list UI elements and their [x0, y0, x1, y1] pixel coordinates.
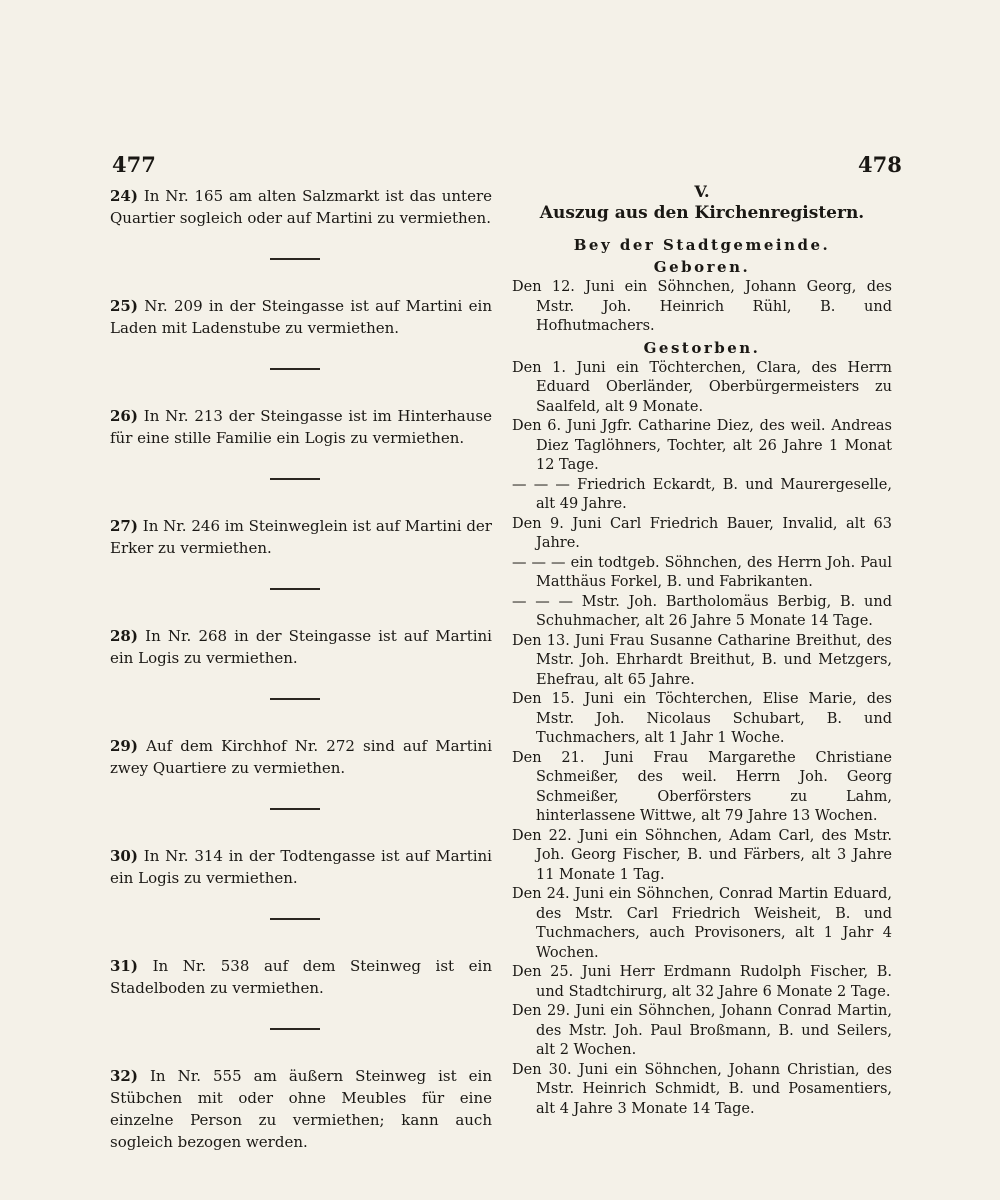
notice-separator [110, 999, 492, 1065]
notice-number: 32) [110, 1067, 138, 1085]
rental-notice [110, 295, 492, 339]
notice-separator [110, 339, 492, 405]
register-entry: Den 1. Juni ein Töchterchen, Clara, des Herrn Eduard Oberländer, Oberbürgermeisters zu Saalfeld, alt 9 Monate. [512, 359, 892, 415]
section-number: V. [694, 182, 710, 201]
notice-text: In Nr. 165 am alten Salzmarkt ist das untere Quartier sogleich oder auf Martini zu vermiethen. [110, 187, 492, 227]
notice-text: In Nr. 246 im Steinweglein ist auf Martini der Erker zu vermiethen. [110, 517, 492, 557]
notice-separator [110, 889, 492, 955]
notice-text: In Nr. 213 der Steingasse ist im Hinterhause für eine stille Familie ein Logis zu vermiethen. [110, 407, 492, 447]
page-number-right: 478 [858, 152, 902, 177]
church-register-column [512, 183, 892, 1119]
register-entry: Den 25. Juni Herr Erdmann Rudolph Fischer, B. und Stadtchirurg, alt 32 Jahre 6 Monate 2 Tage. [512, 964, 892, 1000]
section-title: Auszug aus den Kirchenregistern. [539, 203, 865, 223]
notice-number: 31) [110, 957, 138, 975]
notice-number: 29) [110, 737, 138, 755]
notice-separator [110, 449, 492, 515]
notice-number: 26) [110, 407, 138, 425]
notice-number: 25) [110, 297, 138, 315]
rental-notice [110, 625, 492, 669]
notice-number: 28) [110, 627, 138, 645]
rental-notices-column [110, 185, 492, 1153]
register-entry: Den 29. Juni ein Söhnchen, Johann Conrad Martin, des Mstr. Joh. Paul Broßmann, B. und Seilers, alt 2 Wochen. [512, 1003, 892, 1058]
notice-separator [110, 559, 492, 625]
rental-notice [110, 1065, 492, 1153]
notice-number: 24) [110, 187, 138, 205]
notice-number: 30) [110, 847, 138, 865]
page-number-left: 477 [112, 152, 156, 177]
register-entry: Den 6. Juni Jgfr. Catharine Diez, des weil. Andreas Diez Taglöhners, Tochter, alt 26 Jahre 1 Monat 12 Tage. [512, 418, 892, 473]
register-entry: — — — Friedrich Eckardt, B. und Maurergeselle, alt 49 Jahre. [512, 476, 892, 512]
notice-separator [110, 229, 492, 295]
register-entry: Den 30. Juni ein Söhnchen, Johann Christian, des Mstr. Heinrich Schmidt, B. und Posamentiers, alt 4 Jahre 3 Monate 14 Tage. [512, 1061, 892, 1117]
notice-text: Auf dem Kirchhof Nr. 272 sind auf Martini zwey Quartiere zu vermiethen. [110, 737, 492, 777]
register-entry: Den 13. Juni Frau Susanne Catharine Breithut, des Mstr. Joh. Ehrhardt Breithut, B. und Metzgers, Ehefrau, alt 65 Jahre. [512, 632, 892, 688]
notice-separator [110, 669, 492, 735]
born-heading: Geboren. [653, 258, 751, 276]
rental-notice [110, 185, 492, 229]
register-entry: — — — Mstr. Joh. Bartholomäus Berbig, B. und Schuhmacher, alt 26 Jahre 5 Monate 14 Tage. [512, 593, 892, 629]
register-entry: Den 9. Juni Carl Friedrich Bauer, Invalid, alt 63 Jahre. [512, 515, 892, 551]
notice-number: 27) [110, 517, 138, 535]
died-heading: Gestorben. [643, 338, 761, 357]
register-entry: Den 24. Juni ein Söhnchen, Conrad Martin Eduard, des Mstr. Carl Friedrich Weisheit, B. und Tuchmachers, auch Provisoners, alt 1 Jahr 4 Wochen. [512, 886, 892, 961]
register-entry: — — — ein todtgeb. Söhnchen, des Herrn Joh. Paul Matthäus Forkel, B. und Fabrikanten. [512, 554, 892, 590]
rental-notice [110, 735, 492, 779]
notice-text: In Nr. 268 in der Steingasse ist auf Martini ein Logis zu vermiethen. [110, 627, 492, 667]
register-entry: Den 15. Juni ein Töchterchen, Elise Marie, des Mstr. Joh. Nicolaus Schubart, B. und Tuchmachers, alt 1 Jahr 1 Woche. [512, 691, 892, 746]
notice-text: In Nr. 555 am äußern Steinweg ist ein Stübchen mit oder ohne Meubles für eine einzelne Person zu vermiethen; kann auch sogleich bezogen werden. [110, 1067, 492, 1151]
notice-text: In Nr. 538 auf dem Steinweg ist ein Stadelboden zu vermiethen. [110, 957, 492, 997]
subheading: Bey der Stadtgemeinde. [573, 236, 831, 254]
rental-notice [110, 845, 492, 889]
register-entry: Den 21. Juni Frau Margarethe Christiane Schmeißer, des weil. Herrn Joh. Georg Schmeißer, Oberförsters zu Lahm, hinterlassene Wittwe, alt 79 Jahre 13 Wochen. [512, 749, 892, 824]
rental-notice [110, 515, 492, 559]
rental-notice [110, 955, 492, 999]
notice-separator [110, 779, 492, 845]
notice-text: Nr. 209 in der Steingasse ist auf Martini ein Laden mit Ladenstube zu vermiethen. [110, 297, 492, 337]
register-entry: Den 12. Juni ein Söhnchen, Johann Georg, des Mstr. Joh. Heinrich Rühl, B. und Hofhutmachers. [512, 279, 892, 334]
rental-notice [110, 405, 492, 449]
notice-text: In Nr. 314 in der Todtengasse ist auf Martini ein Logis zu vermiethen. [110, 847, 492, 887]
register-entry: Den 22. Juni ein Söhnchen, Adam Carl, des Mstr. Joh. Georg Fischer, B. und Färbers, alt 3 Jahre 11 Monate 1 Tag. [512, 827, 892, 883]
